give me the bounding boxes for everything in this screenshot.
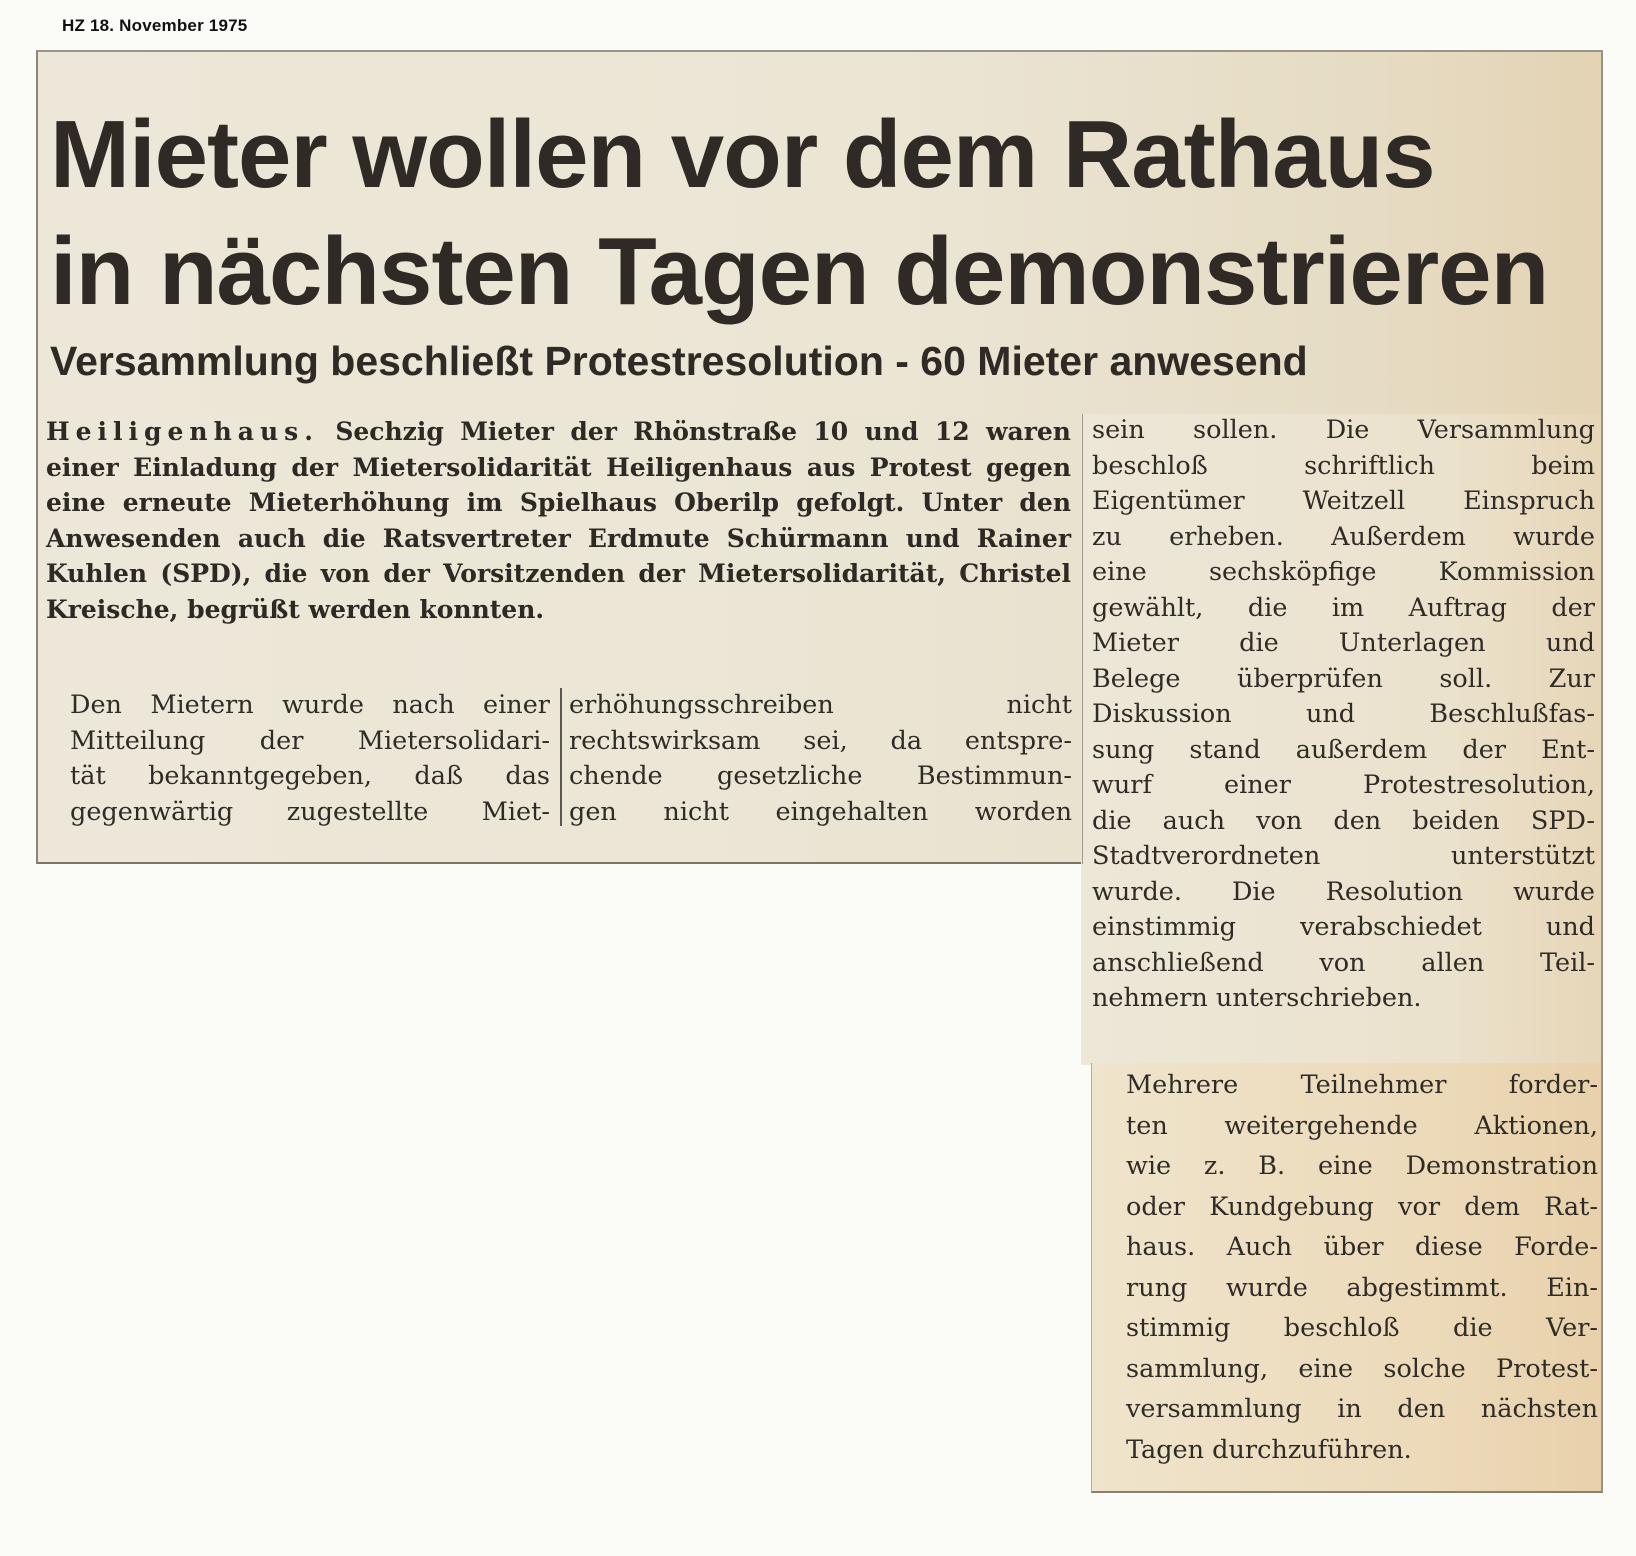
column-line: zu erheben. Außerdem wurde: [1092, 521, 1595, 552]
column-line: gewählt, die im Auftrag der: [1092, 592, 1595, 623]
column-line: chende gesetzliche Bestimmun-: [569, 761, 1072, 791]
column-line: erhöhungsschreiben nicht: [569, 690, 1072, 720]
column-line: sammlung, eine solche Protest-: [1126, 1353, 1598, 1384]
subheadline: Versammlung beschließt Protestresolution - 60 Mieter anwesend: [50, 338, 1308, 384]
column-line: rechtswirksam sei, da entspre-: [569, 725, 1072, 756]
column-line: wie z. B. eine Demonstration: [1126, 1151, 1598, 1181]
lead-paragraph: [46, 414, 1071, 627]
column-line: sein sollen. Die Versammlung: [1092, 415, 1595, 445]
column-line: die auch von den beiden SPD-: [1092, 805, 1595, 836]
column-divider-right: [1082, 414, 1083, 864]
column-line: tät bekanntgegeben, daß das: [70, 761, 550, 791]
column-line: Mieter die Unterlagen und: [1092, 628, 1595, 658]
headline: [50, 96, 1548, 330]
column-line: ten weitergehende Aktionen,: [1126, 1110, 1598, 1141]
lead-text: Sechzig Mieter der Rhönstraße 10 und 12 waren einer Einladung der Mietersolidarität Heiligenhaus aus Protest gegen eine erneute Mieterhöhung im Spielhaus Oberilp gefolgt. Unter den Anwesenden auch die Ratsvertreter Erdmute Schürmann und Rainer Kuhlen (SPD), die von der Vorsitzenden der Mietersolidarität, Christel Kreische, begrüßt werden konnten.: [46, 417, 1071, 624]
column-line: Den Mietern wurde nach einer: [70, 690, 550, 720]
column-line: Mehrere Teilnehmer forder-: [1126, 1070, 1598, 1100]
column-b: [569, 688, 1072, 830]
column-line: haus. Auch über diese Forde-: [1126, 1232, 1598, 1262]
column-line: anschließend von allen Teil-: [1092, 947, 1595, 978]
column-line: Mitteilung der Mietersolidari-: [70, 725, 550, 756]
headline-line-1: Mieter wollen vor dem Rathaus: [50, 101, 1435, 208]
column-line: oder Kundgebung vor dem Rat-: [1126, 1191, 1598, 1222]
column-line: gen nicht eingehalten worden: [569, 796, 1072, 827]
column-d: [1094, 1065, 1598, 1470]
column-line: beschloß schriftlich beim: [1092, 450, 1595, 481]
column-line: stimmig beschloß die Ver-: [1126, 1313, 1598, 1343]
column-divider: [560, 688, 562, 826]
column-line: eine sechsköpfige Kommission: [1092, 557, 1595, 587]
column-line: Belege überprüfen soll. Zur: [1092, 663, 1595, 694]
headline-line-2: in nächsten Tagen demonstrieren: [50, 218, 1549, 325]
column-line: Tagen durchzuführen.: [1126, 1434, 1412, 1465]
column-line: gegenwärtig zugestellte Miet-: [70, 796, 550, 827]
column-line: einstimmig verabschiedet und: [1092, 912, 1595, 942]
column-line: wurde. Die Resolution wurde: [1092, 876, 1595, 907]
dateline: Heiligenhaus.: [46, 417, 319, 446]
column-line: nehmern unterschrieben.: [1092, 983, 1422, 1013]
column-line: Diskussion und Beschlußfas-: [1092, 699, 1595, 729]
column-line: sung stand außerdem der Ent-: [1092, 734, 1595, 765]
column-line: wurf einer Protestresolution,: [1092, 770, 1595, 800]
source-label: HZ 18. November 1975: [62, 16, 248, 35]
column-line: versammlung in den nächsten: [1126, 1394, 1598, 1424]
column-c: [1092, 413, 1595, 1017]
column-line: Stadtverordneten unterstützt: [1092, 841, 1595, 871]
column-line: rung wurde abgestimmt. Ein-: [1126, 1272, 1598, 1303]
column-line: Eigentümer Weitzell Einspruch: [1092, 486, 1595, 516]
column-a: [46, 688, 550, 830]
